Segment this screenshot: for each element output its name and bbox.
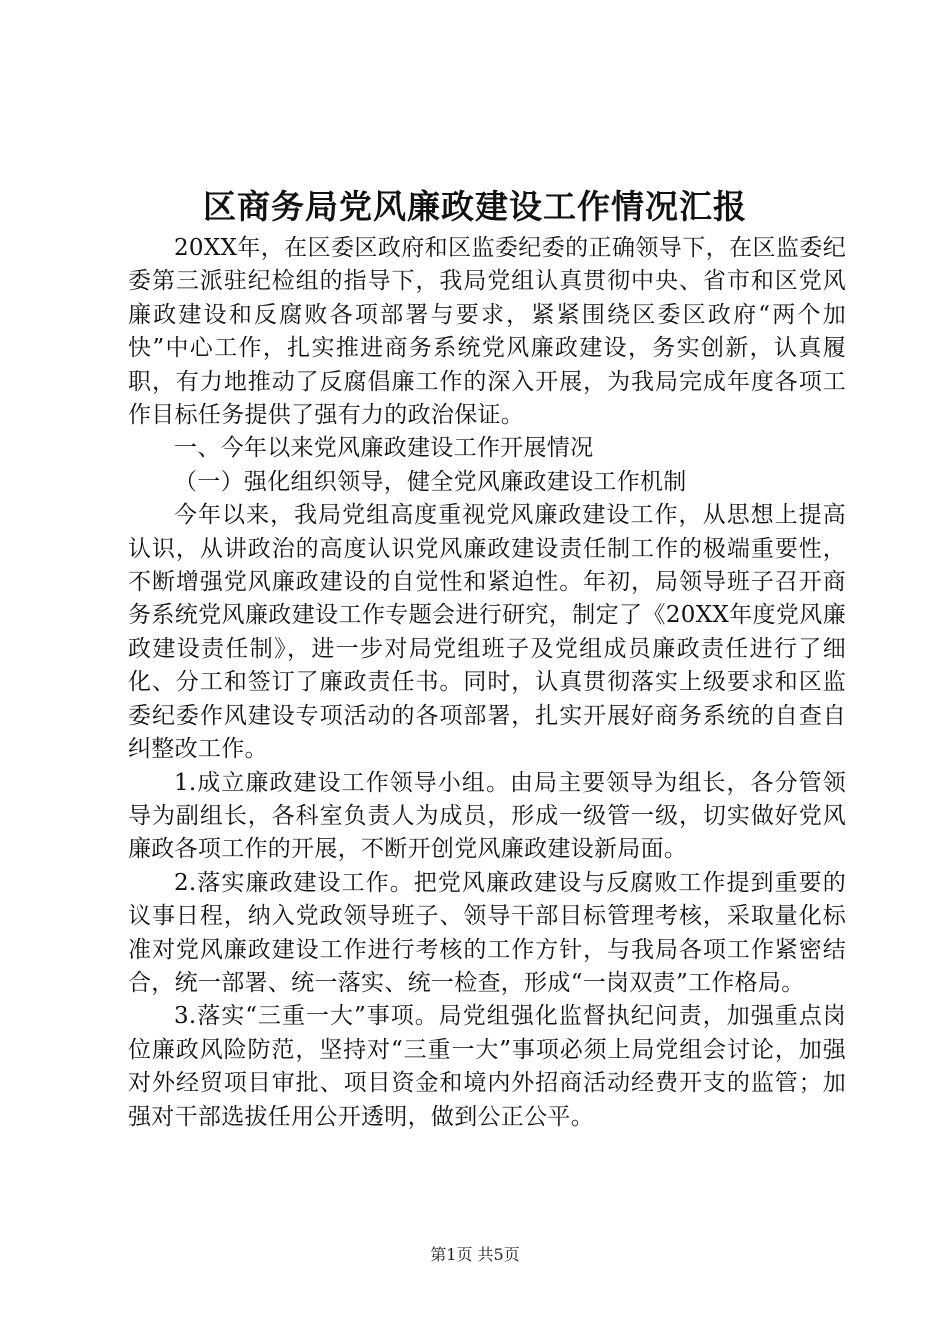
body-paragraph: 今年以来，我局党组高度重视党风廉政建设工作，从思想上提高认识，从讲政治的高度认识党风廉政建设责任制工作的极端重要性，不断增强党风廉政建设的自觉性和紧迫性。年初，局领导班子召开商务系统党风廉政建设工作专题会进行研究，制定了《20XX年度党风廉政建设责任制》，进一步对局党组班子及党组成员廉政责任进行了细化、分工和签订了廉政责任书。同时，认真贯彻落实上级要求和区监委纪委作风建设专项活动的各项部署，扎实开展好商务系统的自查自纠整改工作。 — [128, 502, 846, 763]
list-item-3: 3.落实“三重一大”事项。局党组强化监督执纪问责，加强重点岗位廉政风险防范，坚持对“三重一大”事项必须上局党组会讨论，加强对外经贸项目审批、项目资金和境内外招商活动经费开支的监管；加强对干部选拔任用公开透明，做到公正公平。 — [128, 1003, 846, 1130]
section-heading: 一、今年以来党风廉政建设工作开展情况 — [174, 435, 594, 462]
list-item-2: 2.落实廉政建设工作。把党风廉政建设与反腐败工作提到重要的议事日程，纳入党政领导班子、领导干部目标管理考核，采取量化标准对党风廉政建设工作进行考核的工作方针，与我局各项工作紧密结合，统一部署、统一落实、统一检查，形成“一岗双责”工作格局。 — [128, 869, 846, 996]
intro-paragraph: 20XX年，在区委区政府和区监委纪委的正确领导下，在区监委纪委第三派驻纪检组的指导下，我局党组认真贯彻中央、省市和区党风廉政建设和反腐败各项部署与要求，紧紧围绕区委区政府“两个加快”中心工作，扎实推进商务系统党风廉政建设，务实创新，认真履职，有力地推动了反腐倡廉工作的深入开展，为我局完成年度各项工作目标任务提供了强有力的政治保证。 — [128, 235, 846, 429]
page-number-footer: 第1页 共5页 — [430, 1245, 520, 1264]
document-title: 区商务局党风廉政建设工作情况汇报 — [203, 187, 747, 226]
subsection-heading: （一）强化组织领导，健全党风廉政建设工作机制 — [174, 468, 687, 495]
list-item-1: 1.成立廉政建设工作领导小组。由局主要领导为组长，各分管领导为副组长，各科室负责人为成员，形成一级管一级，切实做好党风廉政各项工作的开展，不断开创党风廉政建设新局面。 — [128, 769, 846, 863]
document-body — [128, 232, 846, 1134]
